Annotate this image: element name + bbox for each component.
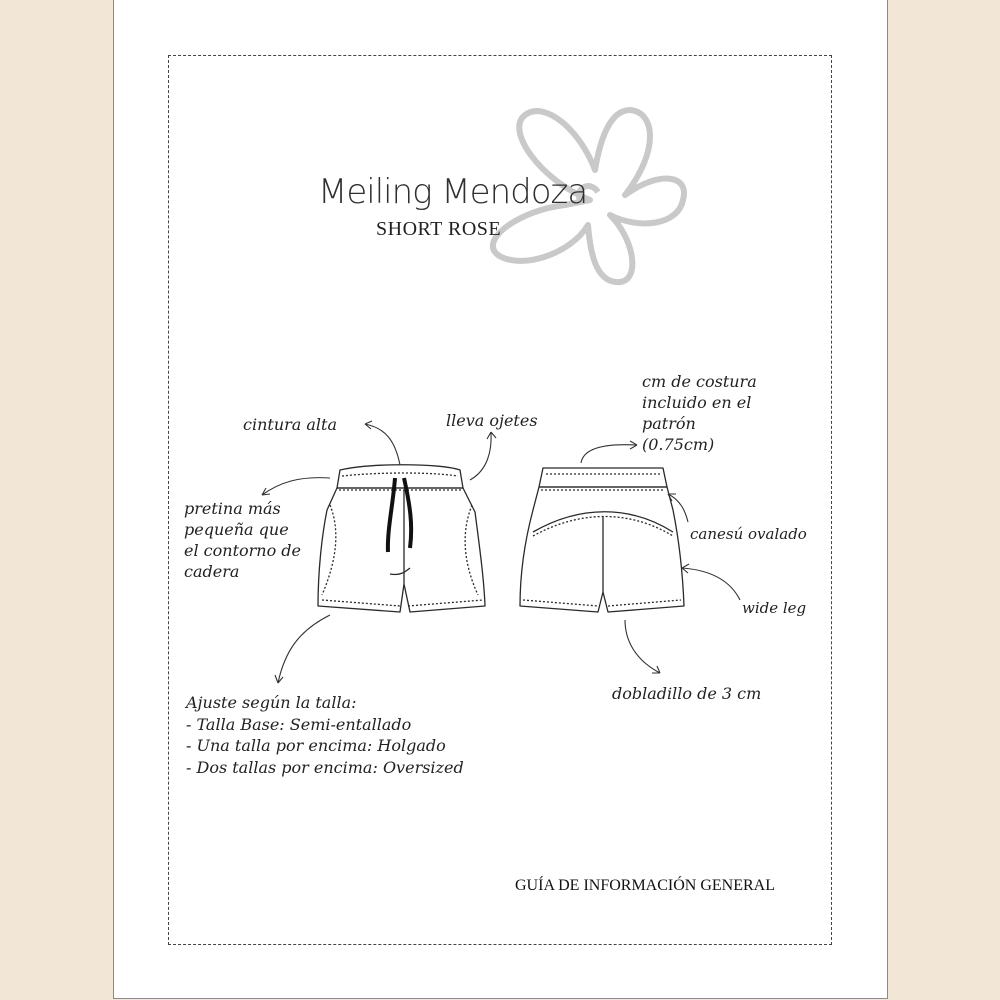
note-pretina-line: pretina más (184, 499, 281, 518)
shorts-front-illustration (318, 465, 485, 612)
note-lleva-ojetes: lleva ojetes (446, 411, 538, 430)
shorts-back-illustration (520, 468, 684, 612)
note-cintura-alta: cintura alta (243, 415, 338, 434)
note-canesu-ovalado: canesú ovalado (690, 525, 807, 543)
note-wide-leg: wide leg (742, 599, 807, 617)
fit-item: - Dos tallas por encima: Oversized (186, 757, 464, 777)
brand-name: Meiling Mendoza (318, 172, 588, 212)
note-pretina-line: cadera (184, 562, 240, 581)
fit-guide (186, 692, 464, 778)
fit-heading: Ajuste según la talla: (186, 693, 357, 712)
annotation-arrows (262, 421, 740, 683)
note-costura-line: patrón (642, 414, 696, 433)
note-costura-line: incluido en el (642, 393, 752, 412)
fit-item: - Talla Base: Semi-entallado (186, 714, 412, 734)
note-dobladillo: dobladillo de 3 cm (612, 684, 762, 703)
note-costura-line: (0.75cm) (642, 435, 715, 454)
note-pretina-line: pequeña que (184, 520, 289, 539)
pattern-title: SHORT ROSE (376, 218, 502, 240)
note-pretina-line: el contorno de (184, 541, 302, 560)
note-pretina (184, 498, 301, 582)
note-costura-line: cm de costura (642, 372, 757, 391)
fit-item: - Una talla por encima: Holgado (186, 736, 446, 755)
note-costura (642, 371, 757, 455)
footer-guide-title: GUÍA DE INFORMACIÓN GENERAL (515, 877, 775, 894)
